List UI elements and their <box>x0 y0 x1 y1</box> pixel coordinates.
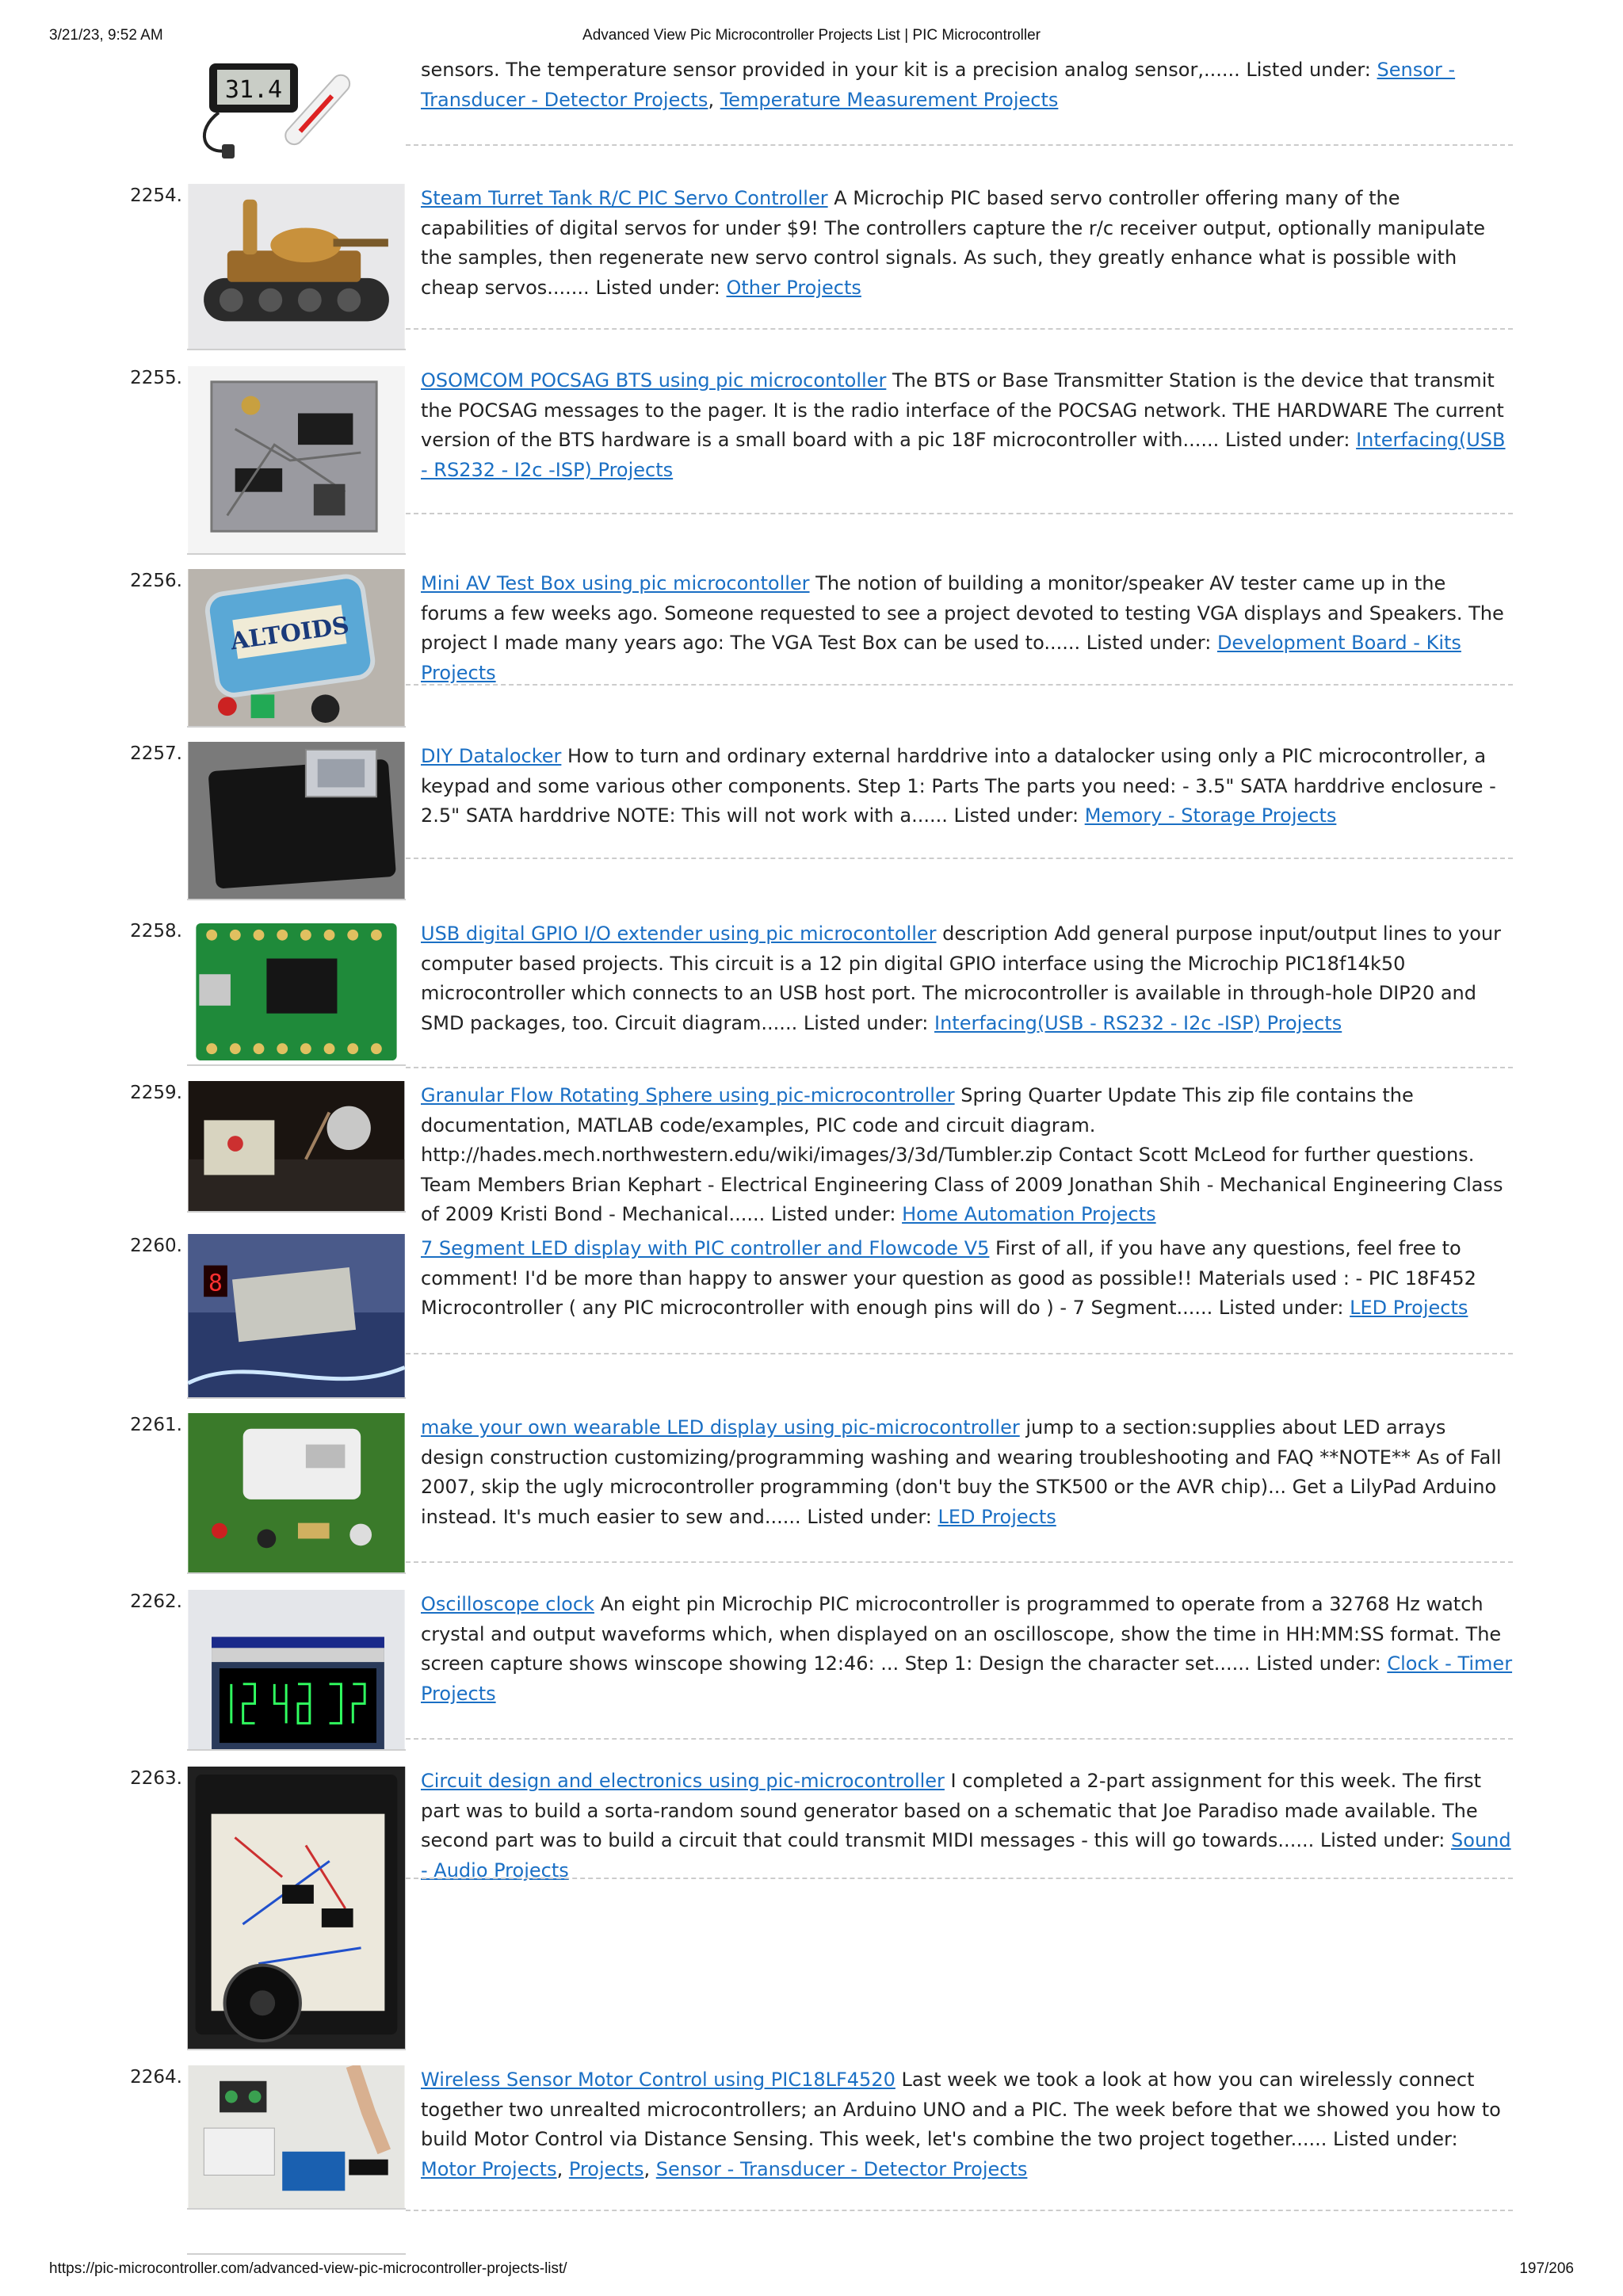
project-text: A Microchip PIC based servo controller offering many of the capabilities of digital servos for under $9! The controllers capture the r/c receiver output, optionally manipulate the samples, then regenerate new servo control signals. As such, they greatly enhance what is possible with cheap servos....... <box>421 187 1486 299</box>
entry-number: 2260. <box>130 1236 182 1256</box>
project-text: I completed a 2-part assignment for this week. The first part was to build a sorta-random sound generator based on a schematic that Joe Paradiso made available. The second part was to build a circuit that could transmit MIDI messages - this will go towards...... <box>421 1770 1482 1851</box>
entry-separator <box>406 858 1513 859</box>
entry-number: 2256. <box>130 571 182 591</box>
project-description <box>421 919 1513 1038</box>
project-title-link[interactable]: USB digital GPIO I/O extender using pic microcontoller <box>421 923 937 945</box>
listed-under-label: Listed under: <box>1246 59 1371 81</box>
project-title-link[interactable]: Granular Flow Rotating Sphere using pic-microcontroller <box>421 1084 955 1106</box>
project-text: description Add general purpose input/output lines to your computer based projects. This circuit is a 12 pin digital GPIO interface using the Microchip PIC18f14k50 microcontroller which connects to an USB host port. The microcontroller is available in through-hole DIP20 and SMD packages, too. Circuit diagram...... <box>421 923 1502 1034</box>
project-title-link[interactable]: DIY Datalocker <box>421 745 562 767</box>
project-title-link[interactable]: Mini AV Test Box using pic microcontoller <box>421 572 810 594</box>
project-thumbnail[interactable] <box>187 1234 406 1399</box>
listed-under-label: Listed under: <box>595 276 720 299</box>
entry-separator <box>406 513 1513 514</box>
category-link[interactable]: LED Projects <box>1350 1297 1468 1319</box>
category-link[interactable]: LED Projects <box>938 1505 1056 1528</box>
project-thumbnail[interactable] <box>187 1767 406 2050</box>
project-thumbnail[interactable] <box>187 55 406 166</box>
entry-number: 2254. <box>130 185 182 206</box>
category-link[interactable]: Interfacing(USB - RS232 - I2c -ISP) Projects <box>421 429 1506 481</box>
listed-under-label: Listed under: <box>1218 1297 1344 1319</box>
altoids-tin-photo <box>187 569 406 726</box>
listed-under-label: Listed under: <box>1319 1829 1445 1851</box>
category-link[interactable]: Home Automation Projects <box>902 1203 1156 1225</box>
project-thumbnail[interactable] <box>187 2065 406 2210</box>
print-datetime: 3/21/23, 9:52 AM <box>49 27 163 44</box>
entry-separator <box>406 1353 1513 1354</box>
listed-under-label: Listed under: <box>953 804 1079 827</box>
entry-number: 2259. <box>130 1083 182 1103</box>
project-description <box>421 1081 1513 1230</box>
project-text: How to turn and ordinary external harddrive into a datalocker using only a PIC microcontroller, a keypad and some various other components. Step 1: Parts The parts you need: - 3.5" SATA harddrive enclosure - 2.5" SATA harddrive NOTE: This will not work with a...... <box>421 745 1496 827</box>
listed-under-label: Listed under: <box>807 1505 932 1528</box>
listed-under-label: Listed under: <box>1256 1652 1381 1675</box>
listed-under-label: Listed under: <box>1224 429 1350 451</box>
entry-number: 2262. <box>130 1591 182 1612</box>
entry-separator <box>406 1561 1513 1563</box>
listed-under-label: Listed under: <box>803 1011 929 1034</box>
print-page-number: 197/206 <box>1519 2260 1574 2277</box>
project-description: Wireless Sensor Motor Control using PIC18LF4520 Last week we took a look at how you can wirelessly connect together two unrealted microcontrollers; an Arduino UNO and a PIC. The week before that we showed you how to build Motor Control via Distance Sensing. This week, let's combine the two project together...... Listed under: Motor Projects, Projects, Sensor - Transducer - Detector Projects <box>421 2069 1501 2180</box>
svg-text:31.4: 31.4 <box>224 76 283 104</box>
entry-separator <box>406 1738 1513 1740</box>
listed-under-label: Listed under: <box>1333 2128 1458 2150</box>
breadboard-speaker-photo <box>187 1767 406 2049</box>
project-thumbnail[interactable] <box>187 919 406 1066</box>
project-thumbnail[interactable] <box>187 569 406 728</box>
category-link[interactable]: Motor Projects <box>421 2157 557 2180</box>
green-pcb-photo <box>187 919 406 1064</box>
entry-separator <box>406 144 1513 146</box>
category-link[interactable]: Sound - Audio Projects <box>421 1829 1511 1881</box>
svg-text:ALTOIDS: ALTOIDS <box>228 611 351 656</box>
oscilloscope-screenshot <box>187 1590 406 1749</box>
tank-photo <box>187 184 406 349</box>
entry-number: 2264. <box>130 2067 182 2088</box>
category-link[interactable]: Clock - Timer Projects <box>421 1652 1513 1705</box>
project-thumbnail[interactable] <box>187 1413 406 1574</box>
project-thumbnail[interactable] <box>187 184 406 350</box>
print-url: https://pic-microcontroller.com/advanced-view-pic-microcontroller-projects-list/ <box>49 2260 567 2277</box>
entry-number: 2255. <box>130 368 182 388</box>
seven-segment-photo <box>187 1234 406 1397</box>
project-description <box>421 742 1513 831</box>
next-thumbnail-edge <box>187 2253 406 2255</box>
project-description <box>421 1767 1513 1885</box>
print-footer <box>0 2260 1623 2284</box>
sewing-supplies-photo <box>187 1413 406 1572</box>
project-text: First of all, if you have any questions, feel free to comment! I'd be more than happy to answer your question as good as possible!! Materials used : - PIC 18F452 Microcontroller ( any PIC microcontroller with enough pins will do ) - 7 Segment...... <box>421 1237 1476 1319</box>
print-title: Advanced View Pic Microcontroller Projects List | PIC Microcontroller <box>582 27 1041 44</box>
category-link[interactable]: Interfacing(USB - RS232 - I2c -ISP) Projects <box>934 1011 1342 1034</box>
category-link[interactable]: Development Board - Kits Projects <box>421 632 1461 684</box>
category-link[interactable]: Memory - Storage Projects <box>1084 804 1337 827</box>
pcb-photo <box>187 366 406 553</box>
entry-number: 2263. <box>130 1768 182 1789</box>
project-description <box>421 1413 1513 1532</box>
wireless-motor-photo <box>187 2065 406 2208</box>
project-description <box>421 1234 1513 1324</box>
project-description <box>421 184 1513 303</box>
project-thumbnail[interactable] <box>187 1590 406 1751</box>
project-title-link[interactable]: 7 Segment LED display with PIC controller and Flowcode V5 <box>421 1237 990 1259</box>
svg-text:8: 8 <box>208 1269 223 1297</box>
entry-number: 2257. <box>130 743 182 764</box>
harddrive-photo <box>187 742 406 899</box>
project-description: sensors. The temperature sensor provided in your kit is a precision analog sensor,...... Listed under: Sensor - Transducer - Detector Projects, Temperature Measurement Projects <box>421 59 1456 111</box>
project-title-link[interactable]: Circuit design and electronics using pic-microcontroller <box>421 1770 945 1792</box>
entry-number: 2258. <box>130 921 182 942</box>
project-text: Last week we took a look at how you can wirelessly connect together two unrealted microcontrollers; an Arduino UNO and a PIC. The week before that we showed you how to build Motor Control via Distance Sensing. This week, let's combine the two project together...... <box>421 2069 1501 2150</box>
entry-number: 2261. <box>130 1415 182 1435</box>
project-title-link[interactable]: OSOMCOM POCSAG BTS using pic microcontoller <box>421 369 887 392</box>
entry-separator <box>406 684 1513 686</box>
project-text: Spring Quarter Update This zip file contains the documentation, MATLAB code/examples, PIC code and circuit diagram. http://hades.mech.northwestern.edu/wiki/images/3/3d/Tumbler.zip Contact Scott McLeod for further questions. Team Members Brian Kephart - Electrical Engineering Class of 2009 Jonathan Shih - Mechanical Engineering Class of 2009 Kristi Bond - Mechanical...... <box>421 1084 1503 1225</box>
thermometer-icon <box>187 55 406 166</box>
sphere-setup-photo <box>187 1081 406 1211</box>
print-header <box>0 27 1623 51</box>
category-link[interactable]: Projects <box>568 2157 644 2180</box>
project-description <box>421 1590 1513 1709</box>
project-thumbnail[interactable] <box>187 366 406 555</box>
project-text: The BTS or Base Transmitter Station is the device that transmit the POCSAG messages to the pager. It is the radio interface of the POCSAG network. THE HARDWARE The current version of the BTS hardware is a small board with a pic 18F microcontroller with...... <box>421 369 1504 451</box>
project-thumbnail[interactable] <box>187 1081 406 1213</box>
category-link[interactable]: Temperature Measurement Projects <box>720 88 1059 111</box>
project-description <box>421 569 1513 688</box>
project-text: An eight pin Microchip PIC microcontroller is programmed to operate from a 32768 Hz watch crystal and output waveforms which, when displayed on an oscilloscope, show the time in HH:MM:SS format. The screen capture shows winscope showing 12:46: ... Step 1: Design the character set...... <box>421 1593 1502 1675</box>
project-title-link[interactable]: Oscilloscope clock <box>421 1593 594 1615</box>
project-text: The notion of building a monitor/speaker AV tester came up in the forums a few weeks ago. Someone requested to see a project devoted to testing VGA displays and Speakers. The project I made many years ago: The VGA Test Box can be used to...... <box>421 572 1504 654</box>
project-title-link[interactable]: Steam Turret Tank R/C PIC Servo Controller <box>421 187 828 209</box>
project-title-link[interactable]: make your own wearable LED display using pic-microcontroller <box>421 1416 1020 1438</box>
entry-separator <box>406 2210 1513 2211</box>
category-link[interactable]: Sensor - Transducer - Detector Projects <box>421 59 1456 111</box>
category-link[interactable]: Other Projects <box>726 276 861 299</box>
project-text: jump to a section:supplies about LED arrays design construction customizing/programming washing and wearing troubleshooting and FAQ **NOTE** As of Fall 2007, skip the ugly microcontroller programming (don't buy the STK500 or the AVR chip)... Get a LilyPad Arduino instead. It's much easier to sew and...... <box>421 1416 1502 1528</box>
project-description <box>421 366 1513 485</box>
project-thumbnail[interactable] <box>187 742 406 900</box>
project-title-link[interactable]: Wireless Sensor Motor Control using PIC18LF4520 <box>421 2069 896 2091</box>
listed-under-label: Listed under: <box>770 1203 896 1225</box>
project-text: sensors. The temperature sensor provided in your kit is a precision analog sensor,...... <box>421 59 1247 81</box>
entry-separator <box>406 1067 1513 1068</box>
listed-under-label: Listed under: <box>1086 632 1212 654</box>
entry-separator <box>406 328 1513 330</box>
entry-separator <box>406 1878 1513 1879</box>
category-link[interactable]: Sensor - Transducer - Detector Projects <box>655 2157 1028 2180</box>
